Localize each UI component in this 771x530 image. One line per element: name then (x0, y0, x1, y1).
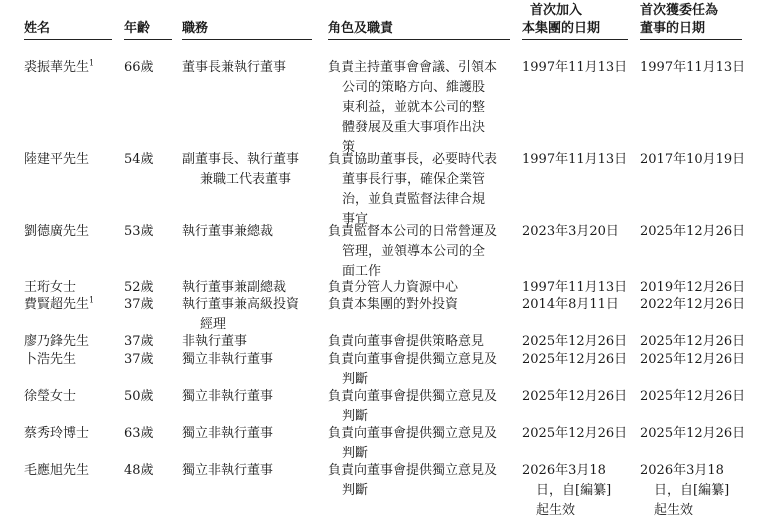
director-role (328, 350, 510, 390)
appointment-date-line: 起生效 (654, 503, 694, 518)
role-line: 負責分管人力資源中心 (328, 280, 459, 295)
appointment-date-line: 2026年3月18 (640, 463, 724, 478)
director-name (24, 222, 119, 242)
appointment-date (640, 58, 750, 78)
director-name (24, 387, 119, 407)
role-line: 判斷 (342, 446, 369, 461)
role-line: 負責向董事會提供獨立意見及 (328, 426, 498, 441)
header-role: 角色及職責 (328, 21, 394, 36)
appointment-date (640, 150, 750, 170)
director-age: 37歲 (124, 297, 154, 312)
director-name-text: 劉德廣先生 (24, 224, 90, 239)
header-appt-line2: 董事的日期 (640, 21, 706, 36)
join-date (522, 222, 630, 242)
director-name-text: 陸建平先生 (24, 152, 90, 167)
header-rule-name (24, 39, 112, 40)
appointment-date-line: 2025年12月26日 (640, 352, 746, 367)
director-position (182, 58, 312, 78)
join-date (522, 332, 630, 352)
director-position (182, 350, 312, 370)
position-line: 執行董事兼高級投資 (182, 297, 300, 312)
role-line: 負責向董事會提供獨立意見及 (328, 463, 498, 478)
director-position (182, 295, 312, 335)
director-name (24, 295, 119, 315)
header-join-date (522, 2, 600, 38)
appointment-date (640, 222, 750, 242)
director-age: 37歲 (124, 352, 154, 367)
position-line: 非執行董事 (182, 334, 248, 349)
join-date-line: 2014年8月11日 (522, 297, 619, 312)
director-name-text: 廖乃鋒先生 (24, 334, 90, 349)
footnote-marker: 1 (89, 58, 95, 68)
role-line: 董事長行事，確保企業管 (342, 172, 486, 187)
header-rule-age (124, 39, 172, 40)
position-line: 兼職工代表董事 (200, 172, 292, 187)
director-age: 52歲 (124, 280, 154, 295)
director-role (328, 222, 510, 282)
header-appointment-date (640, 2, 718, 38)
director-role (328, 461, 510, 501)
director-role (328, 58, 510, 158)
join-date (522, 295, 630, 315)
header-rule-position (182, 39, 312, 40)
header-name: 姓名 (24, 21, 51, 36)
position-line: 執行董事兼副總裁 (182, 280, 287, 295)
director-position (182, 222, 312, 242)
appointment-date (640, 387, 750, 407)
director-name (24, 424, 119, 444)
join-date (522, 387, 630, 407)
position-line: 副董事長、執行董事 (182, 152, 300, 167)
role-line: 判斷 (342, 409, 369, 424)
join-date (522, 58, 630, 78)
director-name (24, 332, 119, 352)
role-line: 判斷 (342, 483, 369, 498)
join-date-line: 1997年11月13日 (522, 280, 628, 295)
role-line: 事宜 (342, 212, 369, 227)
join-date-line: 1997年11月13日 (522, 152, 628, 167)
position-line: 經理 (200, 317, 227, 332)
director-role (328, 150, 510, 230)
role-line: 負責主持董事會會議、引領本 (328, 60, 498, 75)
appointment-date (640, 332, 750, 352)
director-age: 53歲 (124, 224, 154, 239)
director-name (24, 58, 119, 78)
header-position: 職務 (182, 21, 209, 36)
join-date (522, 424, 630, 444)
header-join-line2: 本集團的日期 (522, 21, 601, 36)
position-line: 獨立非執行董事 (182, 463, 274, 478)
position-line: 獨立非執行董事 (182, 426, 274, 441)
appointment-date-line: 2022年12月26日 (640, 297, 746, 312)
position-line: 獨立非執行董事 (182, 352, 274, 367)
director-age: 50歲 (124, 389, 154, 404)
role-line: 體發展及重大事項作出決 (342, 120, 486, 135)
role-line: 治，並負責監督法律合規 (342, 192, 486, 207)
join-date-line: 2026年3月18 (522, 463, 606, 478)
join-date-line: 日，自[編纂] (536, 483, 612, 498)
appointment-date-line: 2025年12月26日 (640, 224, 746, 239)
header-rule-role (328, 39, 510, 40)
join-date (522, 350, 630, 370)
position-line: 董事長兼執行董事 (182, 60, 287, 75)
role-line: 負責本集團的對外投資 (328, 297, 459, 312)
role-line: 判斷 (342, 372, 369, 387)
header-age: 年齡 (124, 21, 151, 36)
join-date-line: 2025年12月26日 (522, 352, 628, 367)
director-name (24, 150, 119, 170)
director-role (328, 295, 510, 315)
header-rule-join (522, 39, 628, 40)
director-role (328, 387, 510, 427)
position-line: 執行董事兼總裁 (182, 224, 274, 239)
join-date-line: 2025年12月26日 (522, 426, 628, 441)
director-age: 63歲 (124, 426, 154, 441)
director-name-text: 徐瑩女士 (24, 389, 77, 404)
director-position (182, 461, 312, 481)
appointment-date (640, 461, 750, 521)
director-name-text: 王珩女士 (24, 280, 77, 295)
role-line: 負責向董事會提供獨立意見及 (328, 352, 498, 367)
role-line: 公司的策略方向、維護股 (342, 80, 486, 95)
appointment-date-line: 2019年12月26日 (640, 280, 746, 295)
appointment-date-line: 2017年10月19日 (640, 152, 746, 167)
header-appt-line1: 首次獲委任為 (640, 3, 719, 18)
director-age: 54歲 (124, 152, 154, 167)
director-position (182, 332, 312, 352)
role-line: 管理，並領導本公司的全 (342, 244, 486, 259)
director-age: 37歲 (124, 334, 154, 349)
appointment-date-line: 2025年12月26日 (640, 334, 746, 349)
join-date-line: 2023年3月20日 (522, 224, 619, 239)
role-line: 面工作 (342, 264, 382, 279)
appointment-date-line: 1997年11月13日 (640, 60, 746, 75)
appointment-date-line: 2025年12月26日 (640, 389, 746, 404)
director-age: 48歲 (124, 463, 154, 478)
footnote-marker: 1 (89, 295, 95, 305)
header-rule-appt (640, 39, 742, 40)
join-date-line: 1997年11月13日 (522, 60, 628, 75)
director-name-text: 裘振華先生 (24, 60, 90, 75)
director-position (182, 387, 312, 407)
appointment-date-line: 2025年12月26日 (640, 426, 746, 441)
director-role (328, 332, 510, 352)
role-line: 策 (342, 140, 356, 155)
director-name-text: 蔡秀玲博士 (24, 426, 90, 441)
director-age: 66歲 (124, 60, 154, 75)
director-name (24, 461, 119, 481)
director-name-text: 費賢超先生 (24, 297, 90, 312)
director-name-text: 毛應旭先生 (24, 463, 90, 478)
director-role (328, 424, 510, 464)
position-line: 獨立非執行董事 (182, 389, 274, 404)
director-position (182, 424, 312, 444)
appointment-date (640, 295, 750, 315)
join-date-line: 2025年12月26日 (522, 334, 628, 349)
appointment-date-line: 日，自[編纂] (654, 483, 730, 498)
join-date-line: 2025年12月26日 (522, 389, 628, 404)
role-line: 負責向董事會提供獨立意見及 (328, 389, 498, 404)
join-date-line: 起生效 (536, 503, 576, 518)
role-line: 負責協助董事長，必要時代表 (328, 152, 498, 167)
role-line: 負責監督本公司的日常營運及 (328, 224, 498, 239)
role-line: 負責向董事會提供策略意見 (328, 334, 485, 349)
header-join-line1: 首次加入 (530, 3, 583, 18)
join-date (522, 461, 630, 521)
director-name (24, 350, 119, 370)
role-line: 東利益，並就本公司的整 (342, 100, 486, 115)
appointment-date (640, 350, 750, 370)
join-date (522, 150, 630, 170)
appointment-date (640, 424, 750, 444)
director-position (182, 150, 312, 190)
director-name-text: 卜浩先生 (24, 352, 77, 367)
